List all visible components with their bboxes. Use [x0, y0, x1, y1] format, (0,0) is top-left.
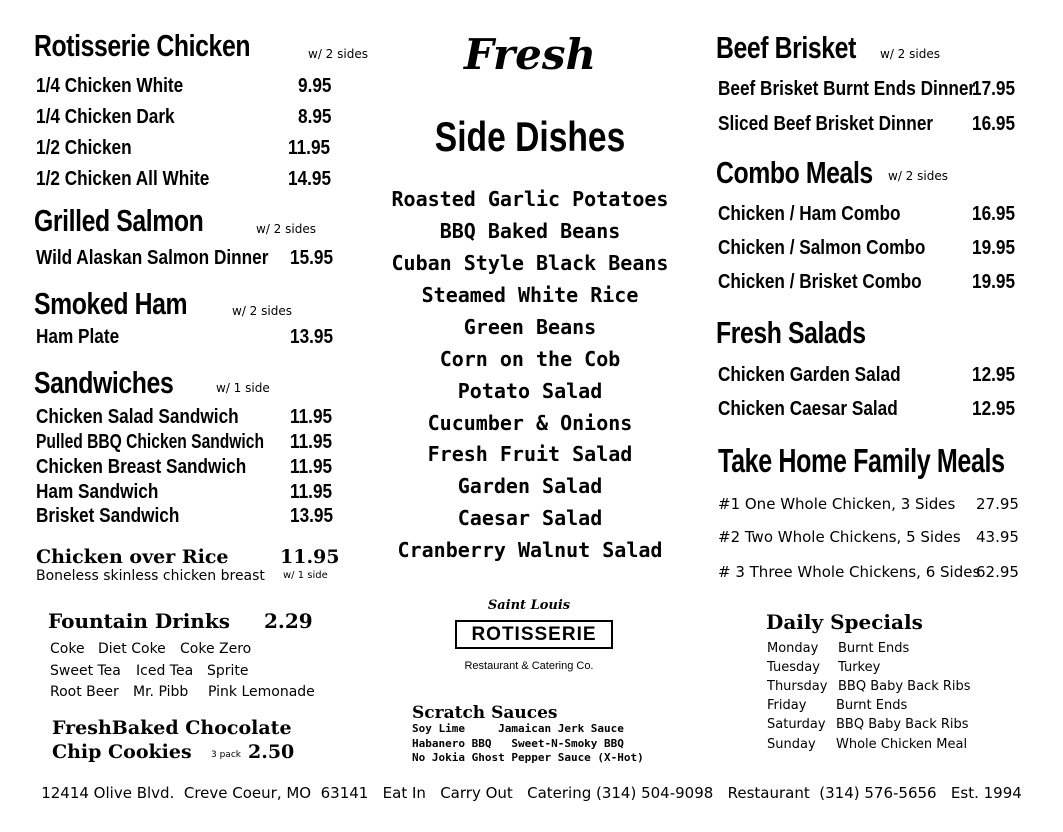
special-item: Burnt Ends: [838, 641, 910, 656]
menu-item-price: 11.95: [288, 137, 331, 159]
sauce-line: Habanero BBQ Sweet-N-Smoky BBQ: [412, 737, 624, 750]
sauce-line: Soy Lime Jamaican Jerk Sauce: [412, 722, 624, 735]
drink-item: Iced Tea: [136, 663, 194, 679]
brisket-title: Beef Brisket: [716, 30, 856, 65]
special-day: Friday: [767, 698, 807, 713]
sandwiches-title: Sandwiches: [34, 365, 174, 400]
menu-item-name: Ham Plate: [36, 326, 120, 348]
special-item: BBQ Baby Back Ribs: [836, 717, 969, 732]
menu-item-name: Sliced Beef Brisket Dinner: [718, 113, 934, 135]
chicken-rice-note: w/ 1 side: [283, 570, 328, 581]
combo-title: Combo Meals: [716, 155, 873, 190]
sauces-title: Scratch Sauces: [412, 703, 558, 723]
salmon-note: w/ 2 sides: [256, 222, 316, 236]
menu-item-price: 19.95: [972, 271, 1016, 293]
cookies-line1: FreshBaked Chocolate: [52, 717, 292, 739]
special-item: BBQ Baby Back Ribs: [838, 679, 971, 694]
footer-info: 12414 Olive Blvd. Creve Coeur, MO 63141 Eat In Carry Out Catering (314) 504-9098 Restaurant (314) 576-5656 Est. 1994: [41, 784, 1022, 802]
side-dish-item: Fresh Fruit Salad: [427, 442, 633, 466]
menu-item-price: 11.95: [290, 406, 333, 428]
special-day: Tuesday: [767, 660, 820, 675]
menu-item-price: 14.95: [288, 168, 332, 190]
side-dish-item: BBQ Baked Beans: [439, 219, 621, 243]
side-dish-item: Caesar Salad: [457, 506, 603, 530]
logo-subtitle: Restaurant & Catering Co.: [464, 660, 594, 672]
drink-item: Sprite: [207, 663, 249, 679]
menu-item-name: 1/2 Chicken: [36, 137, 132, 159]
menu-item-name: Beef Brisket Burnt Ends Dinner: [718, 78, 976, 100]
special-day: Saturday: [767, 717, 826, 732]
menu-item-price: 13.95: [290, 505, 334, 527]
family-item-name: #1 One Whole Chicken, 3 Sides: [718, 495, 956, 513]
cookies-note: 3 pack: [211, 750, 241, 760]
family-title: Take Home Family Meals: [718, 442, 1005, 479]
special-item: Turkey: [838, 660, 881, 675]
menu-item-price: 16.95: [972, 113, 1016, 135]
sauce-line: No Jokia Ghost Pepper Sauce (X-Hot): [412, 751, 644, 764]
drink-item: Root Beer: [50, 684, 119, 700]
chicken-rice-price: 11.95: [280, 546, 340, 568]
family-item-price: 43.95: [976, 528, 1019, 546]
ham-note: w/ 2 sides: [232, 304, 292, 318]
menu-item-price: 19.95: [972, 237, 1016, 259]
side-dish-item: Roasted Garlic Potatoes: [391, 187, 669, 211]
menu-item-name: Chicken / Salmon Combo: [718, 237, 926, 259]
menu-item-price: 11.95: [290, 456, 333, 478]
drink-item: Coke: [50, 641, 85, 657]
menu-item-name: 1/4 Chicken White: [36, 75, 184, 97]
menu-item-name: Chicken Breast Sandwich: [36, 456, 247, 478]
specials-title: Daily Specials: [766, 610, 923, 634]
salads-title: Fresh Salads: [716, 315, 866, 350]
fountain-price: 2.29: [264, 609, 313, 633]
menu-item-price: 11.95: [290, 431, 333, 453]
side-dish-item: Cuban Style Black Beans: [391, 251, 669, 275]
cookies-line2: Chip Cookies: [52, 741, 192, 763]
menu-item-name: Chicken / Brisket Combo: [718, 271, 922, 293]
family-item-name: #2 Two Whole Chickens, 5 Sides: [718, 528, 961, 546]
salmon-title: Grilled Salmon: [34, 203, 204, 238]
combo-note: w/ 2 sides: [888, 169, 948, 183]
menu-item-name: Pulled BBQ Chicken Sandwich: [36, 431, 264, 453]
side-dish-item: Steamed White Rice: [421, 283, 639, 307]
fountain-title: Fountain Drinks: [48, 609, 230, 633]
menu-item-price: 12.95: [972, 364, 1016, 386]
drink-item: Mr. Pibb: [133, 684, 189, 700]
drink-item: Pink Lemonade: [208, 684, 315, 700]
menu-item-price: 12.95: [972, 398, 1016, 420]
special-day: Monday: [767, 641, 819, 656]
rotisserie-note: w/ 2 sides: [308, 47, 368, 61]
side-dish-item: Corn on the Cob: [439, 347, 621, 371]
side-dish-item: Green Beans: [463, 315, 597, 339]
special-item: Whole Chicken Meal: [836, 737, 968, 752]
sandwiches-note: w/ 1 side: [216, 381, 270, 395]
menu-item-price: 9.95: [298, 75, 332, 97]
drink-item: Coke Zero: [180, 641, 252, 657]
sides-script-title: Fresh: [463, 30, 597, 79]
menu-item-price: 13.95: [290, 326, 334, 348]
family-item-name: # 3 Three Whole Chickens, 6 Sides: [718, 563, 981, 581]
cookies-price: 2.50: [248, 741, 295, 763]
menu-item-name: Chicken Garden Salad: [718, 364, 901, 386]
sides-title: Side Dishes: [434, 113, 626, 160]
logo-box: ROTISSERIE: [455, 620, 613, 649]
menu-item-name: Chicken / Ham Combo: [718, 203, 901, 225]
side-dish-item: Potato Salad: [457, 379, 603, 403]
brisket-note: w/ 2 sides: [880, 47, 940, 61]
family-item-price: 27.95: [976, 495, 1019, 513]
menu-item-price: 16.95: [972, 203, 1016, 225]
chicken-rice-subtitle: Boneless skinless chicken breast: [36, 568, 265, 584]
menu-item-name: 1/2 Chicken All White: [36, 168, 210, 190]
menu-item-name: Ham Sandwich: [36, 481, 159, 503]
special-day: Sunday: [767, 737, 816, 752]
drink-item: Sweet Tea: [50, 663, 121, 679]
ham-title: Smoked Ham: [34, 286, 188, 321]
menu-item-name: 1/4 Chicken Dark: [36, 106, 175, 128]
side-dish-item: Cranberry Walnut Salad: [397, 538, 663, 562]
menu-item-price: 11.95: [290, 481, 333, 503]
special-day: Thursday: [767, 679, 828, 694]
menu-item-price: 8.95: [298, 106, 332, 128]
logo-top: Saint Louis: [487, 598, 571, 613]
drink-item: Diet Coke: [98, 641, 166, 657]
chicken-rice-title: Chicken over Rice: [36, 546, 229, 568]
menu-item-name: Chicken Salad Sandwich: [36, 406, 239, 428]
menu-item-name: Brisket Sandwich: [36, 505, 180, 527]
sides-title-wrap: [380, 113, 680, 161]
menu-item-price: 17.95: [972, 78, 1016, 100]
family-item-price: 62.95: [976, 563, 1019, 581]
menu-item-name: Chicken Caesar Salad: [718, 398, 898, 420]
special-item: Burnt Ends: [836, 698, 908, 713]
rotisserie-title: Rotisserie Chicken: [34, 28, 251, 63]
menu-item-name: Wild Alaskan Salmon Dinner: [36, 247, 269, 269]
side-dish-item: Cucumber & Onions: [427, 411, 633, 435]
menu-item-price: 15.95: [290, 247, 334, 269]
side-dish-item: Garden Salad: [457, 474, 603, 498]
